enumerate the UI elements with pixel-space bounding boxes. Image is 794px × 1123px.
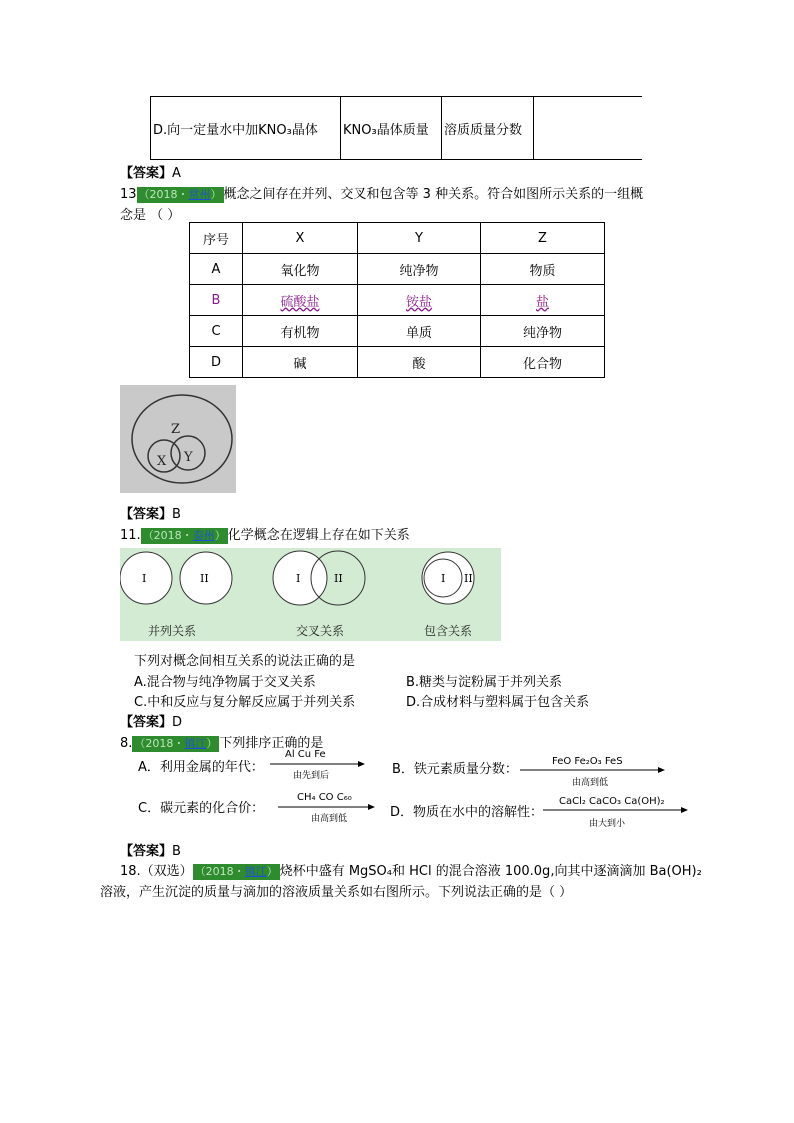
q8-option-d-items: CaCl₂ CaCO₃ Ca(OH)₂ (559, 796, 665, 807)
source-tag: （2018・镇江） (194, 865, 278, 878)
q8-option-c-label: C．碳元素的化合价： (138, 801, 265, 816)
source-tag: （2018・镇江） (134, 737, 218, 750)
table-cell: 有机物 (243, 316, 358, 347)
question-13-line1: 13 （2018・常州） 概念之间存在并列、交叉和包含等 3 种关系。符合如图所示关系的一组概 (120, 187, 644, 202)
question-13-line2: 念是 （ ） (120, 208, 181, 223)
table-cell: 纯净物 (358, 254, 481, 285)
q8-option-a-label: A．利用金属的年代： (138, 760, 264, 775)
label-i: I (142, 572, 147, 585)
label-x: X (157, 454, 167, 469)
table-cell: 化合物 (481, 347, 605, 378)
label-ii: II (334, 572, 343, 585)
top-cell-3: 溶质质量分数 (442, 97, 534, 160)
table-cell: 氧化物 (243, 254, 358, 285)
q8-option-c-under: 由高到低 (311, 814, 348, 824)
arrow-icon (278, 803, 376, 811)
label-y: Y (184, 450, 193, 465)
venn-diagram-13 (120, 385, 236, 493)
q8-option-d-label: D．物质在水中的溶解性： (390, 805, 544, 820)
label-ii: II (464, 572, 473, 585)
label-cross: 交叉关系 (296, 624, 345, 638)
label-i: I (296, 572, 301, 585)
table-cell: 酸 (358, 347, 481, 378)
q11-option-c: C.中和反应与复分解反应属于并列关系 (134, 695, 356, 710)
table-cell: C (190, 316, 243, 347)
table-cell: B (190, 285, 243, 316)
answer-1: 【答案】A (120, 166, 181, 181)
q11-option-a: A.混合物与纯净物属于交叉关系 (134, 675, 316, 690)
top-cell-2: KNO₃晶体质量 (341, 97, 442, 160)
header-cell: 序号 (190, 223, 243, 254)
top-table (150, 96, 642, 160)
table-cell: 物质 (481, 254, 605, 285)
header-cell: Y (358, 223, 481, 254)
question-8: 8. （2018・镇江） 下列排序正确的是 (120, 736, 324, 751)
relation-diagram-11 (120, 548, 501, 641)
label-parallel: 并列关系 (148, 624, 197, 638)
question-18-line1: 18.（双选） （2018・镇江） 烧杯中盛有 MgSO₄和 HCl 的混合溶液 100.0g,向其中逐滴滴加 Ba(OH)₂ (120, 864, 702, 879)
table-cell: 单质 (358, 316, 481, 347)
table-cell: 盐 (481, 285, 605, 316)
label-z: Z (171, 422, 181, 437)
top-cell-1: D.向一定量水中加KNO₃晶体 (151, 97, 341, 160)
source-tag: （2018・泰州） (142, 529, 226, 542)
header-cell: X (243, 223, 358, 254)
q8-option-a-under: 由先到后 (293, 771, 330, 781)
top-cell-4 (534, 97, 643, 160)
answer-2: 【答案】B (120, 507, 181, 522)
table-cell: 硫酸盐 (243, 285, 358, 316)
table-cell: 纯净物 (481, 316, 605, 347)
question-11: 11. （2018・泰州） 化学概念在逻辑上存在如下关系 (120, 528, 410, 543)
arrow-icon (270, 760, 366, 768)
q11-option-d: D.合成材料与塑料属于包含关系 (406, 695, 590, 710)
arrow-icon (543, 806, 689, 814)
source-tag: （2018・常州） (138, 188, 222, 201)
table-cell: 铵盐 (358, 285, 481, 316)
table-cell: D (190, 347, 243, 378)
q8-option-c-items: CH₄ CO C₆₀ (297, 792, 352, 803)
table-cell: A (190, 254, 243, 285)
answer-4: 【答案】B (120, 844, 181, 859)
q8-option-b-label: B．铁元素质量分数： (392, 762, 518, 777)
q11-option-b: B.糖类与淀粉属于并列关系 (406, 675, 563, 690)
q8-option-a-items: Al Cu Fe (285, 749, 326, 760)
header-cell: Z (481, 223, 605, 254)
label-contain: 包含关系 (424, 624, 473, 638)
question-18-line2: 溶液，产生沉淀的质量与滴加的溶液质量关系如右图所示。下列说法正确的是（ ） (100, 885, 573, 900)
arrow-icon (520, 766, 666, 774)
q11-stem: 下列对概念间相互关系的说法正确的是 (134, 654, 356, 669)
q8-option-d-under: 由大到小 (589, 819, 626, 829)
q8-option-b-under: 由高到低 (572, 778, 609, 788)
table-cell: 碱 (243, 347, 358, 378)
q8-option-b-items: FeO Fe₂O₃ FeS (552, 756, 623, 767)
table-13 (189, 222, 605, 378)
label-ii: II (200, 572, 209, 585)
answer-3: 【答案】D (120, 715, 183, 730)
label-i: I (441, 572, 446, 585)
